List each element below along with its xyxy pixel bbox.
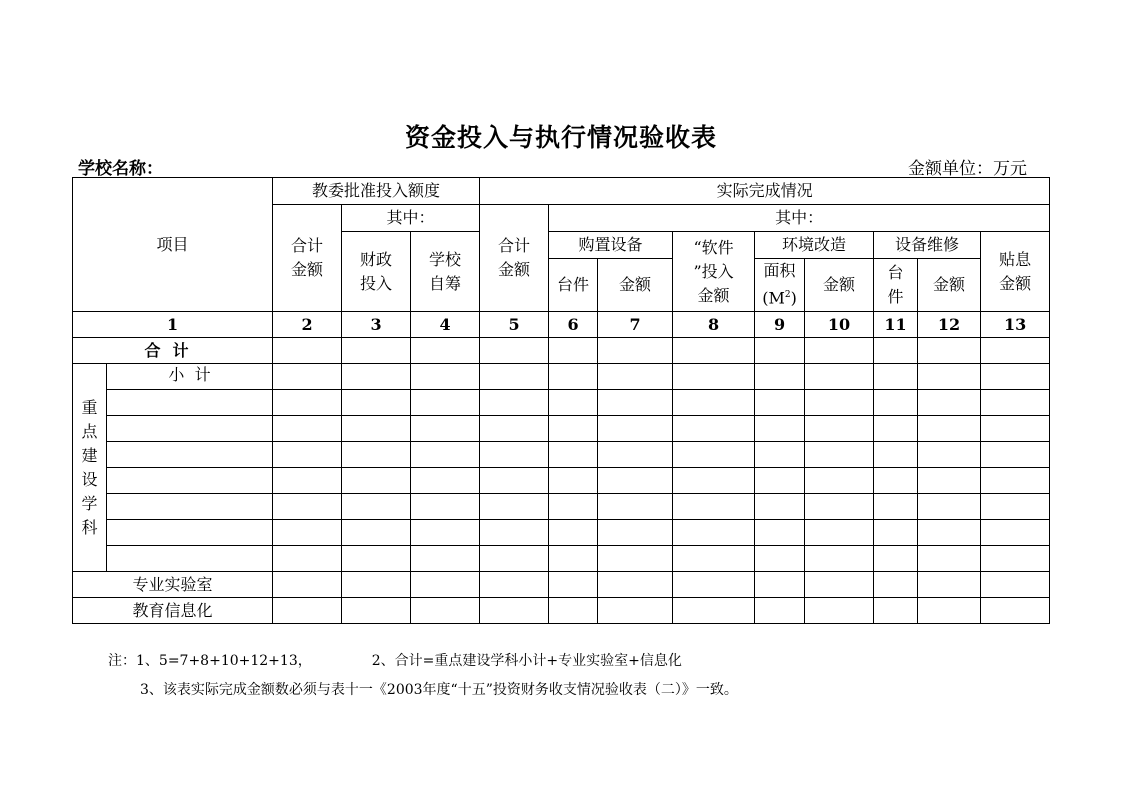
note-2: 2、合计=重点建设学科小计+专业实验室+信息化 [371, 653, 682, 669]
row-info-label: 教育信息化 [73, 598, 273, 624]
column-number: 1 [73, 312, 273, 338]
header-item: 项目 [73, 178, 273, 312]
column-number: 2 [273, 312, 342, 338]
row-subtotal-label: 小 计 [107, 364, 273, 390]
column-number: 12 [918, 312, 981, 338]
header-approved-of-which: 其中： [342, 205, 480, 232]
column-number: 5 [480, 312, 549, 338]
header-actual-of-which: 其中： [549, 205, 1050, 232]
note-1: 注：1、5=7+8+10+12+13， [108, 653, 312, 669]
table-row [73, 364, 1050, 390]
header-purchase-units: 台件 [549, 259, 598, 312]
header-purchase-amount: 金额 [598, 259, 673, 312]
header-approved-group: 教委批准投入额度 [273, 178, 480, 205]
table-row [73, 442, 1050, 468]
header-maint-amount: 金额 [918, 259, 981, 312]
header-approved-total: 合计 金额 [273, 205, 342, 312]
acceptance-table [72, 177, 1050, 624]
amount-unit-label: 金额单位：万元 [908, 159, 1027, 179]
header-purchase: 购置设备 [549, 232, 673, 259]
header-software: “软件 ”投入 金额 [673, 232, 755, 312]
row-total-label: 合计 [73, 338, 273, 364]
header-maint-units: 台 件 [874, 259, 918, 312]
row-lab-label: 专业实验室 [73, 572, 273, 598]
header-env-area: 面积 $(M^2)$ [755, 259, 805, 312]
table-row [73, 598, 1050, 624]
table-row [73, 546, 1050, 572]
header-maintenance: 设备维修 [874, 232, 981, 259]
key-discipline-label: 重 点 建 设 学 科 [73, 364, 107, 572]
column-number: 9 [755, 312, 805, 338]
column-number: 8 [673, 312, 755, 338]
table-row [73, 416, 1050, 442]
header-environment: 环境改造 [755, 232, 874, 259]
table-row [73, 468, 1050, 494]
header-actual-total: 合计 金额 [480, 205, 549, 312]
column-number: 3 [342, 312, 411, 338]
table-row [73, 572, 1050, 598]
column-number: 10 [805, 312, 874, 338]
header-actual-group: 实际完成情况 [480, 178, 1050, 205]
table-row [73, 520, 1050, 546]
column-number: 7 [598, 312, 673, 338]
header-subsidy: 贴息 金额 [981, 232, 1050, 312]
column-number: 4 [411, 312, 480, 338]
header-finance: 财政 投入 [342, 232, 411, 312]
table-row [73, 390, 1050, 416]
page-title: 资金投入与执行情况验收表 [404, 123, 717, 152]
note-3: 3、该表实际完成金额数必须与表十一《2003年度“十五”投资财务收支情况验收表（二）》一致。 [140, 682, 738, 698]
column-number: 13 [981, 312, 1050, 338]
table-row [73, 338, 1050, 364]
table-row [73, 494, 1050, 520]
header-school-self: 学校 自筹 [411, 232, 480, 312]
school-name-label: 学校名称： [78, 159, 163, 179]
header-env-amount: 金额 [805, 259, 874, 312]
column-number: 11 [874, 312, 918, 338]
column-number: 6 [549, 312, 598, 338]
notes [108, 647, 738, 705]
